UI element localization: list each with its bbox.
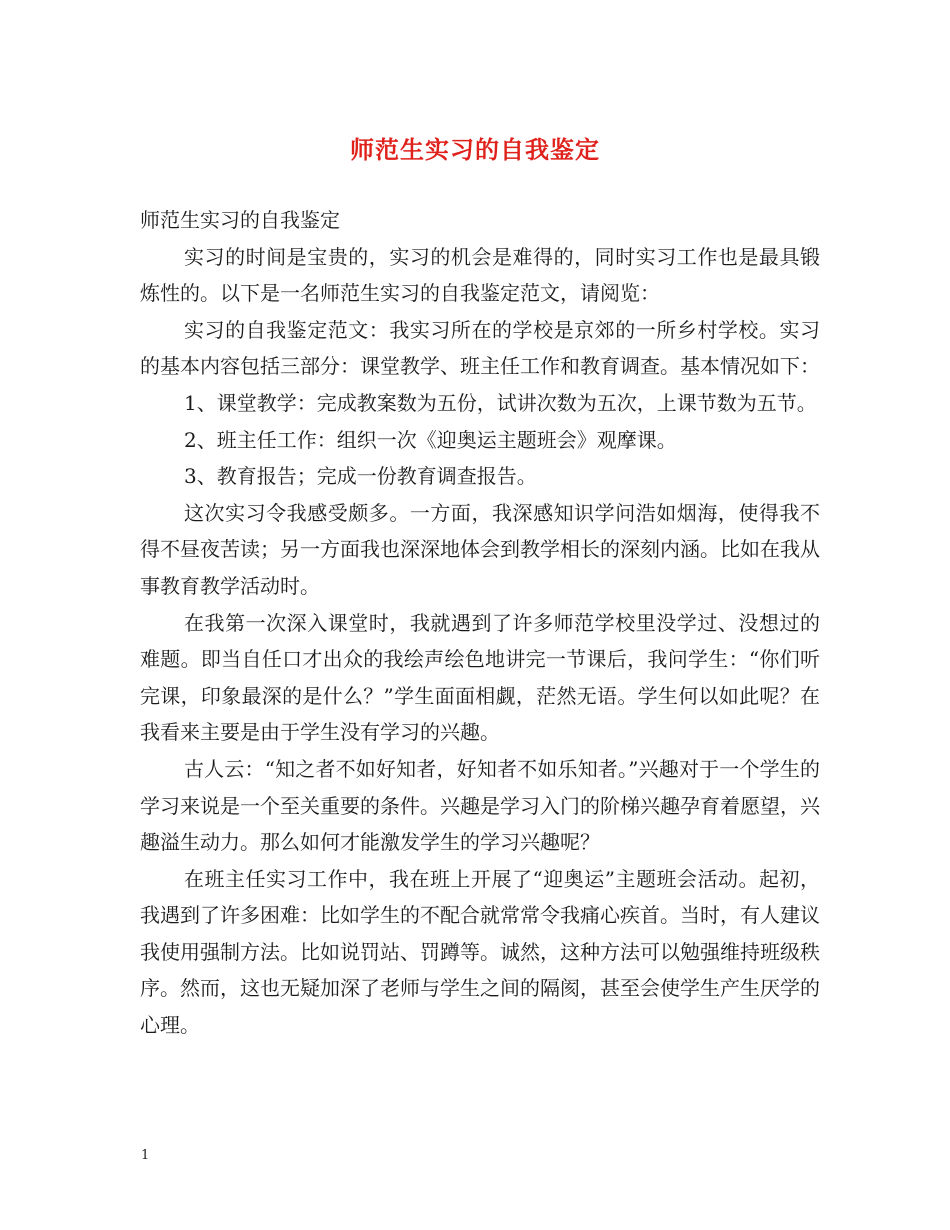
paragraph-feelings: 这次实习令我感受颇多。一方面，我深感知识学问浩如烟海，使得我不得不昼夜苦读；另一方面我也深深地体会到教学相长的深刻内涵。比如在我从事教育教学活动时。 (140, 500, 820, 598)
paragraph-item-2: 2、班主任工作：组织一次《迎奥运主题班会》观摩课。 (184, 427, 677, 452)
paragraph-sample: 实习的自我鉴定范文：我实习所在的学校是京郊的一所乡村学校。实习的基本内容包括三部分：课堂教学、班主任工作和教育调查。基本情况如下： (140, 317, 820, 379)
paragraph-class-teacher: 在班主任实习工作中，我在班上开展了“迎奥运”主题班会活动。起初，我遇到了许多困难：比如学生的不配合就常常令我痛心疾首。当时，有人建议我使用强制方法。比如说罚站、罚蹲等。诚然，这种方法可以勉强维持班级秩序。然而，这也无疑加深了老师与学生之间的隔阂，甚至会使学生产生厌学的心理。 (140, 866, 820, 1038)
document-title: 师范生实习的自我鉴定 (350, 135, 600, 164)
paragraph-classroom: 在我第一次深入课堂时，我就遇到了许多师范学校里没学过、没想过的难题。即当自任口才出众的我绘声绘色地讲完一节课后，我问学生：“你们听完课，印象最深的是什么？”学生面面相觑，茫然无语。学生何以如此呢？在我看来主要是由于学生没有学习的兴趣。 (140, 610, 820, 745)
page-number: 1 (141, 1148, 150, 1163)
document-body (140, 202, 820, 1044)
paragraph-item-1: 1、课堂教学：完成教案数为五份，试讲次数为五次，上课节数为五节。 (184, 390, 817, 415)
document-subtitle: 师范生实习的自我鉴定 (140, 208, 340, 232)
paragraph-interest: 古人云：“知之者不如好知者，好知者不如乐知者。”兴趣对于一个学生的学习来说是一个至关重要的条件。兴趣是学习入门的阶梯兴趣孕育着愿望，兴趣溢生动力。那么如何才能激发学生的学习兴趣呢？ (140, 756, 820, 855)
paragraph-intro: 实习的时间是宝贵的，实习的机会是难得的，同时实习工作也是最具锻炼性的。以下是一名师范生实习的自我鉴定范文，请阅览： (140, 244, 820, 306)
paragraph-item-3: 3、教育报告；完成一份教育调查报告。 (184, 464, 537, 489)
